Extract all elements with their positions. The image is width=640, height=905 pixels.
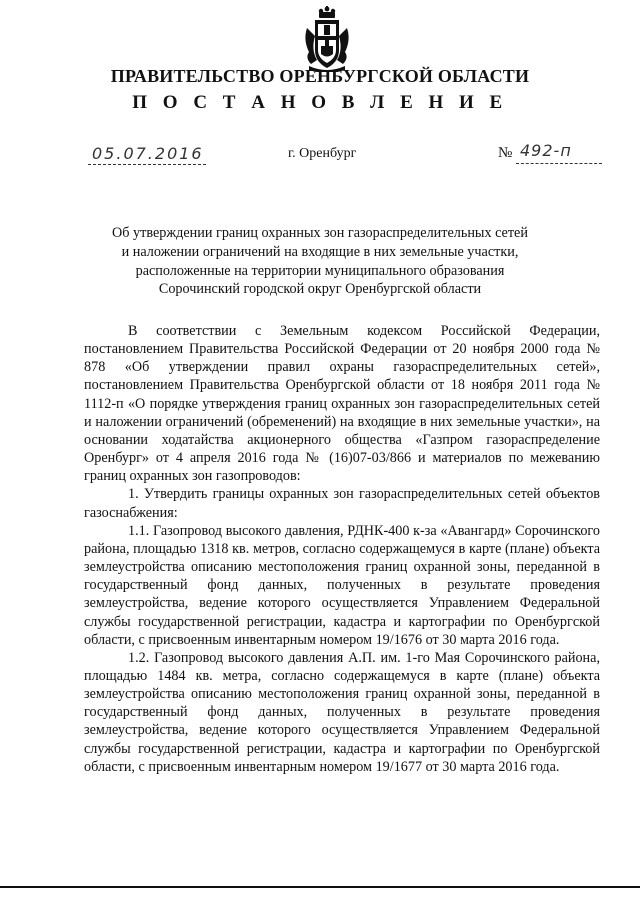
document-type-title: П О С Т А Н О В Л Е Н И Е [132,92,508,113]
date-underline [88,164,206,165]
number-label: № [498,145,513,161]
document-date: 05.07.2016 [92,144,204,163]
coat-of-arms-icon [301,6,353,72]
subject-line: расположенные на территории муниципального образования [135,262,505,279]
document-city: г. Оренбург [288,146,357,161]
body-paragraph-item-1-1: 1.1. Газопровод высокого давления, РДНК-400 к-за «Авангард» Сорочинского района, площадью 1318 кв. метров, согласно содержащемуся в карте (плане) объекта землеустройства описанию местоположения границ охранной зоны, переданной в государственный фонд данных, полученных в результате проведения землеустройства, ведение которого осуществляется Управлением Федеральной службы государственной регистрации, кадастра и картографии по Оренбургской области, с присвоенным инвентарным номером 19/1676 от 30 марта 2016 года. [84,522,600,648]
page-bottom-rule [0,886,640,888]
body-paragraph-preamble: В соответствии с Земельным кодексом Российской Федерации, постановлением Правительства Российской Федерации от 20 ноября 2000 года № 878 «Об утверждении правил охраны газораспределительных сетей», постановлением Правительства Оренбургской области от 18 ноября 2011 года № 1112-п «О порядке утверждения границ охранных зон газораспределительных сетей и наложении ограничений (обременений) на входящие в них земельные участки», на основании ходатайства акционерного общества «Газпром газораспределение Оренбург» от 4 апреля 2016 года № (16)07-03/866 и материалов по межеванию границ охранных зон газопроводов: [84,323,600,485]
subject-line: и наложении ограничений на входящие в них земельные участки, [121,243,519,260]
number-underline [516,163,602,164]
subject-line: Сорочинский городской округ Оренбургской области [158,281,482,298]
document-body [84,322,600,776]
subject-line: Об утверждении границ охранных зон газораспределительных сетей [112,225,528,241]
body-paragraph-item-1-2: 1.2. Газопровод высокого давления А.П. им. 1-го Мая Сорочинского района, площадью 1484 кв. метра, согласно содержащемуся в карте (плане) объекта землеустройства описанию местоположения границ охранной зоны, переданной в государственный фонд данных, полученных в результате проведения землеустройства, ведение которого осуществляется Управлением Федеральной службы государственной регистрации, кадастра и картографии по Оренбургской области, с присвоенным инвентарным номером 19/1677 от 30 марта 2016 года. [84,649,600,775]
document-number: 492-п [520,141,572,160]
document-subject [60,224,580,299]
government-title: ПРАВИТЕЛЬСТВО ОРЕНБУРГСКОЙ ОБЛАСТИ [110,66,530,86]
body-paragraph-item-1: 1. Утвердить границы охранных зон газораспределительных сетей объектов газоснабжения: [84,486,600,521]
